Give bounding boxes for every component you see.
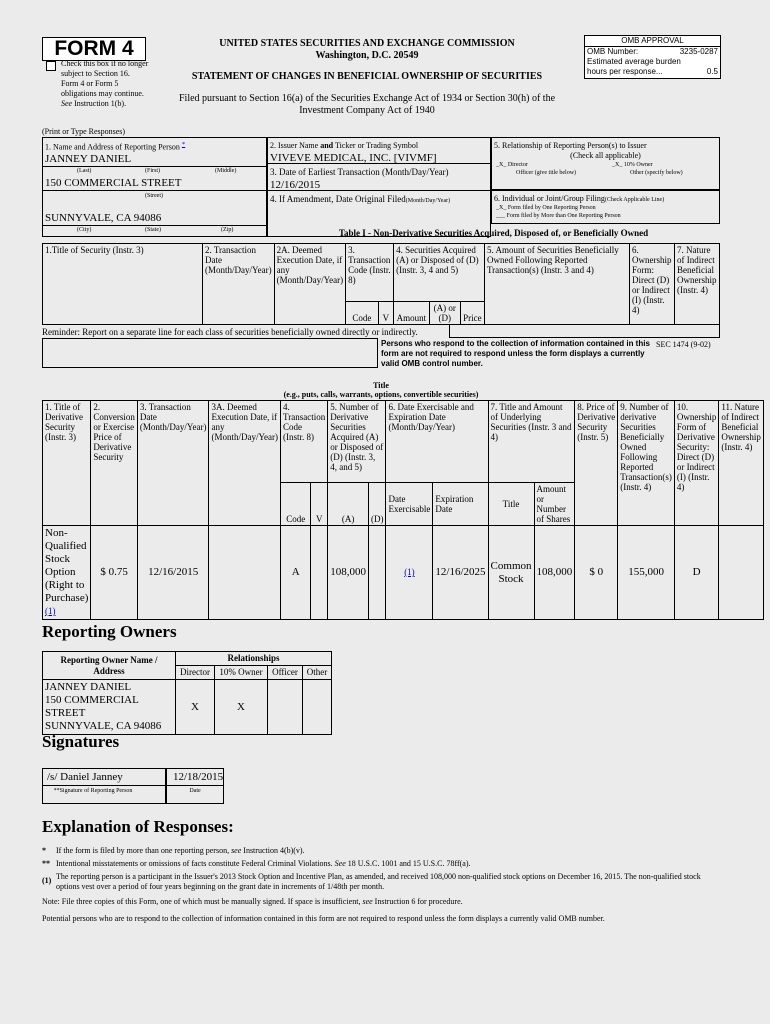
rel-officer[interactable]: Officer (give title below) [516, 170, 577, 176]
no-longer-subject-checkbox[interactable] [46, 61, 56, 71]
rel-director[interactable]: _X_ Director [496, 162, 528, 168]
t2-row-underlying-amount: 108,000 [534, 526, 575, 620]
label-last: (Last) [77, 168, 92, 174]
owners-col-name: Reporting Owner Name / Address [43, 652, 176, 680]
t2-row-disposed [368, 526, 386, 620]
t2-col4: 4. Transaction Code (Instr. 8) [281, 401, 328, 483]
signature-box [42, 768, 166, 804]
t1-price: Price [460, 302, 484, 325]
t1-a-or-d: (A) or (D) [429, 302, 460, 325]
t1-col1: 1.Title of Security (Instr. 3) [43, 244, 203, 325]
omb-approval-box [584, 35, 721, 79]
t2-col1: 1. Title of Derivative Security (Instr. 3) [43, 401, 91, 526]
omb-burden-label: Estimated average burden [587, 57, 681, 66]
box6-filing [491, 190, 720, 224]
t2-date-exercisable: Date Exercisable [386, 483, 433, 526]
box1-reporting-person [42, 137, 267, 237]
box3-earliest-transaction [267, 163, 491, 191]
box1-label: 1. Name and Address of Reporting Person * [45, 141, 186, 152]
t2-amount-shares: Amount or Number of Shares [534, 483, 575, 526]
reporting-owners-table [42, 651, 332, 735]
table2-title: Title [373, 381, 389, 390]
owner-other-mark [303, 680, 332, 735]
t2-col8: 8. Price of Derivative Security (Instr. 5) [575, 401, 618, 526]
t1-col5: 5. Amount of Securities Beneficially Owned Following Reported Transaction(s) (Instr. 3 and 4) [485, 244, 630, 325]
filing-option-2[interactable]: ___ Form filed by More than One Reporting Person [496, 213, 621, 219]
owner-address: JANNEY DANIEL 150 COMMERCIAL STREET SUNNYVALE, CA 94086 [43, 680, 176, 735]
signature-date-box [166, 768, 224, 804]
t2-row-deemed [209, 526, 281, 620]
t2-col3: 3. Transaction Date (Month/Day/Year) [137, 401, 209, 526]
t2-v: V [311, 483, 328, 526]
omb-number-label: OMB Number: [587, 47, 639, 56]
t2-d: (D) [368, 483, 386, 526]
t2-col11: 11. Nature of Indirect Beneficial Ownership (Instr. 4) [719, 401, 763, 526]
footnote-1: (1) The reporting person is a participant in the Issuer's 2013 Stock Option and Incentive Plan, as amended, and received 108,000 non-qualified stock options on December 16, 2015. The non-qualified stock options vest over a period of four years beginning on the grant date in increments of 1/48th per month. [42, 872, 701, 891]
potential-persons-text: Potential persons who are to respond to the collection of information contained in this form are not required to respond unless the form displays a currently valid OMB number. [42, 914, 605, 923]
t2-col9: 9. Number of derivative Securities Beneficially Owned Following Reported Transaction(s) (Instr. 4) [618, 401, 675, 526]
t2-col6: 6. Date Exercisable and Expiration Date (Month/Day/Year) [386, 401, 488, 483]
reporting-person-city: SUNNYVALE, CA 94086 [45, 212, 162, 224]
rel-ten-percent[interactable]: _X_ 10% Owner [612, 162, 653, 168]
explanation-1: * If the form is filed by more than one reporting person, see Instruction 4(b)(v). [42, 846, 305, 855]
reporting-person-name: JANNEY DANIEL [45, 153, 132, 165]
label-first: (First) [145, 168, 160, 174]
t2-title: Title [488, 483, 534, 526]
agency-location: Washington, D.C. 20549 [315, 50, 419, 61]
box5-relationship [491, 137, 720, 190]
owners-col-officer: Officer [268, 666, 303, 680]
box5-label: 5. Relationship of Reporting Person(s) to Issuer [494, 141, 647, 150]
t1-col7: 7. Nature of Indirect Beneficial Ownership (Instr. 4) [675, 244, 720, 325]
t2-row-acquired: 108,000 [328, 526, 369, 620]
table2-derivative [42, 400, 764, 620]
t2-row-underlying-title: Common Stock [488, 526, 534, 620]
t2-col7: 7. Title and Amount of Underlying Securities (Instr. 3 and 4) [488, 401, 575, 483]
t2-row-form: D [674, 526, 719, 620]
sec-form-code: SEC 1474 (9-02) [656, 340, 711, 349]
label-city: (City) [77, 227, 92, 233]
table2-subtitle: (e.g., puts, calls, warrants, options, convertible securities) [283, 390, 479, 399]
box4-label: 4. If Amendment, Date Original Filed(Month/Day/Year) [270, 194, 451, 204]
footnote-1-link[interactable]: (1) [45, 606, 56, 616]
owners-col-tenpct: 10% Owner [215, 666, 268, 680]
omb-hours-value: 0.5 [706, 67, 718, 76]
signature-date-label: Date [189, 788, 201, 794]
t2-col5: 5. Number of Derivative Securities Acquired (A) or Disposed of (D) (Instr. 3, 4, and 5) [328, 401, 386, 483]
t1-col4: 4. Securities Acquired (A) or Disposed of (D) (Instr. 3, 4 and 5) [394, 244, 485, 302]
explanation-heading: Explanation of Responses: [42, 817, 234, 836]
table1-title: Table I - Non-Derivative Securities Acquired, Disposed of, or Beneficially Owned [338, 228, 649, 238]
t2-col3a: 3A. Deemed Execution Date, if any (Month/Day/Year) [209, 401, 281, 526]
print-type-note: (Print or Type Responses) [42, 127, 126, 136]
t2-row-nature [719, 526, 763, 620]
signatures-heading: Signatures [42, 732, 120, 751]
table-row [43, 526, 764, 620]
box2-issuer [267, 137, 491, 164]
omb-number-value: 3235-0287 [679, 47, 718, 56]
owners-col-relationships: Relationships [176, 652, 332, 666]
owner-officer-mark [268, 680, 303, 735]
table1-non-derivative [42, 243, 720, 325]
label-street: (Street) [145, 193, 163, 199]
explanation-2: ** Intentional misstatements or omissions of facts constitute Federal Criminal Violations. See 18 U.S.C. 1001 and 15 U.S.C. 78ff(a). [42, 859, 471, 868]
filed-pursuant-1: Filed pursuant to Section 16(a) of the Securities Exchange Act of 1934 or Section 30(h) of the [178, 93, 556, 104]
t2-row-date: 12/16/2015 [137, 526, 209, 620]
reminder-box-right [449, 324, 720, 338]
owners-col-director: Director [176, 666, 215, 680]
t1-col2: 2. Transaction Date (Month/Day/Year) [203, 244, 275, 325]
form-title: FORM 4 [54, 37, 134, 60]
label-middle: (Middle) [215, 168, 237, 174]
box2-label: 2. Issuer Name and Ticker or Trading Symbol [270, 141, 419, 150]
signature-value: /s/ Daniel Janney [47, 771, 123, 783]
label-state: (State) [145, 227, 161, 233]
t1-col6: 6. Ownership Form: Direct (D) or Indirect (I) (Instr. 4) [630, 244, 675, 325]
t1-code: Code [346, 302, 378, 325]
owner-tenpct-mark: X [215, 680, 268, 735]
t1-col3: 3. Transaction Code (Instr. 8) [346, 244, 394, 302]
check-box-note: Check this box if no longer subject to Section 16. Form 4 or Form 5 obligations may continue. See Instruction 1(b). [61, 59, 149, 108]
box5-sub: (Check all applicable) [570, 151, 641, 160]
t2-col2: 2. Conversion or Exercise Price of Derivative Security [91, 401, 138, 526]
t2-row-price: $ 0.75 [91, 526, 138, 620]
reporting-person-street: 150 COMMERCIAL STREET [45, 177, 182, 189]
t1-col2a: 2A. Deemed Execution Date, if any (Month/Day/Year) [274, 244, 346, 325]
filed-pursuant-2: Investment Company Act of 1940 [299, 105, 435, 116]
t2-code: Code [281, 483, 311, 526]
agency-name: UNITED STATES SECURITIES AND EXCHANGE COMMISSION [219, 38, 515, 49]
signature-label: **Signature of Reporting Person [53, 788, 133, 794]
t1-amount: Amount [394, 302, 430, 325]
t2-col10: 10. Ownership Form of Derivative Security: Direct (D) or Indirect (I) (Instr. 4) [674, 401, 719, 526]
t2-row-expiration: 12/16/2025 [433, 526, 488, 620]
t2-row-code: A [281, 526, 311, 620]
statement-title: STATEMENT OF CHANGES IN BENEFICIAL OWNERSHIP OF SECURITIES [191, 71, 543, 82]
t2-row-exercisable [386, 526, 433, 620]
t2-row-v [311, 526, 328, 620]
reminder-box-left [42, 338, 378, 368]
omb-title: OMB APPROVAL [585, 36, 720, 47]
reporting-owners-heading: Reporting Owners [42, 622, 177, 641]
label-zip: (Zip) [221, 227, 234, 233]
owners-col-other: Other [303, 666, 332, 680]
table-row [43, 680, 332, 735]
t1-v: V [378, 302, 394, 325]
t2-a: (A) [328, 483, 369, 526]
owner-director-mark: X [176, 680, 215, 735]
t2-expiration-date: Expiration Date [433, 483, 488, 526]
box6-label: 6. Individual or Joint/Group Filing(Check Applicable Line) [494, 194, 665, 203]
t2-row-owned: 155,000 [618, 526, 675, 620]
persons-notice: Persons who respond to the collection of information contained in this form are not required to respond unless the form displays a currently valid OMB control number. [381, 339, 650, 368]
earliest-transaction-date: 12/16/2015 [270, 179, 321, 191]
note-text: Note: File three copies of this Form, one of which must be manually signed. If space is insufficient, see Instruction 6 for procedure. [42, 897, 463, 906]
filing-option-1[interactable]: _X_ Form filed by One Reporting Person [496, 205, 596, 211]
issuer-name: VIVEVE MEDICAL, INC. [VIVMF] [270, 152, 437, 164]
box3-label: 3. Date of Earliest Transaction (Month/Day/Year) [270, 167, 449, 177]
reminder-text: Reminder: Report on a separate line for each class of securities beneficially owned directly or indirectly. [42, 327, 418, 337]
footnote-1-exercisable-link[interactable]: (1) [404, 567, 415, 577]
t2-row-security: Non-Qualified Stock Option (Right to Purchase) (1) [43, 526, 91, 620]
signature-date: 12/18/2015 [173, 771, 224, 783]
rel-other[interactable]: Other (specify below) [630, 170, 683, 176]
t2-row-deriv-price: $ 0 [575, 526, 618, 620]
form-title-box [42, 37, 146, 61]
omb-hours-label: hours per response... [587, 67, 663, 76]
